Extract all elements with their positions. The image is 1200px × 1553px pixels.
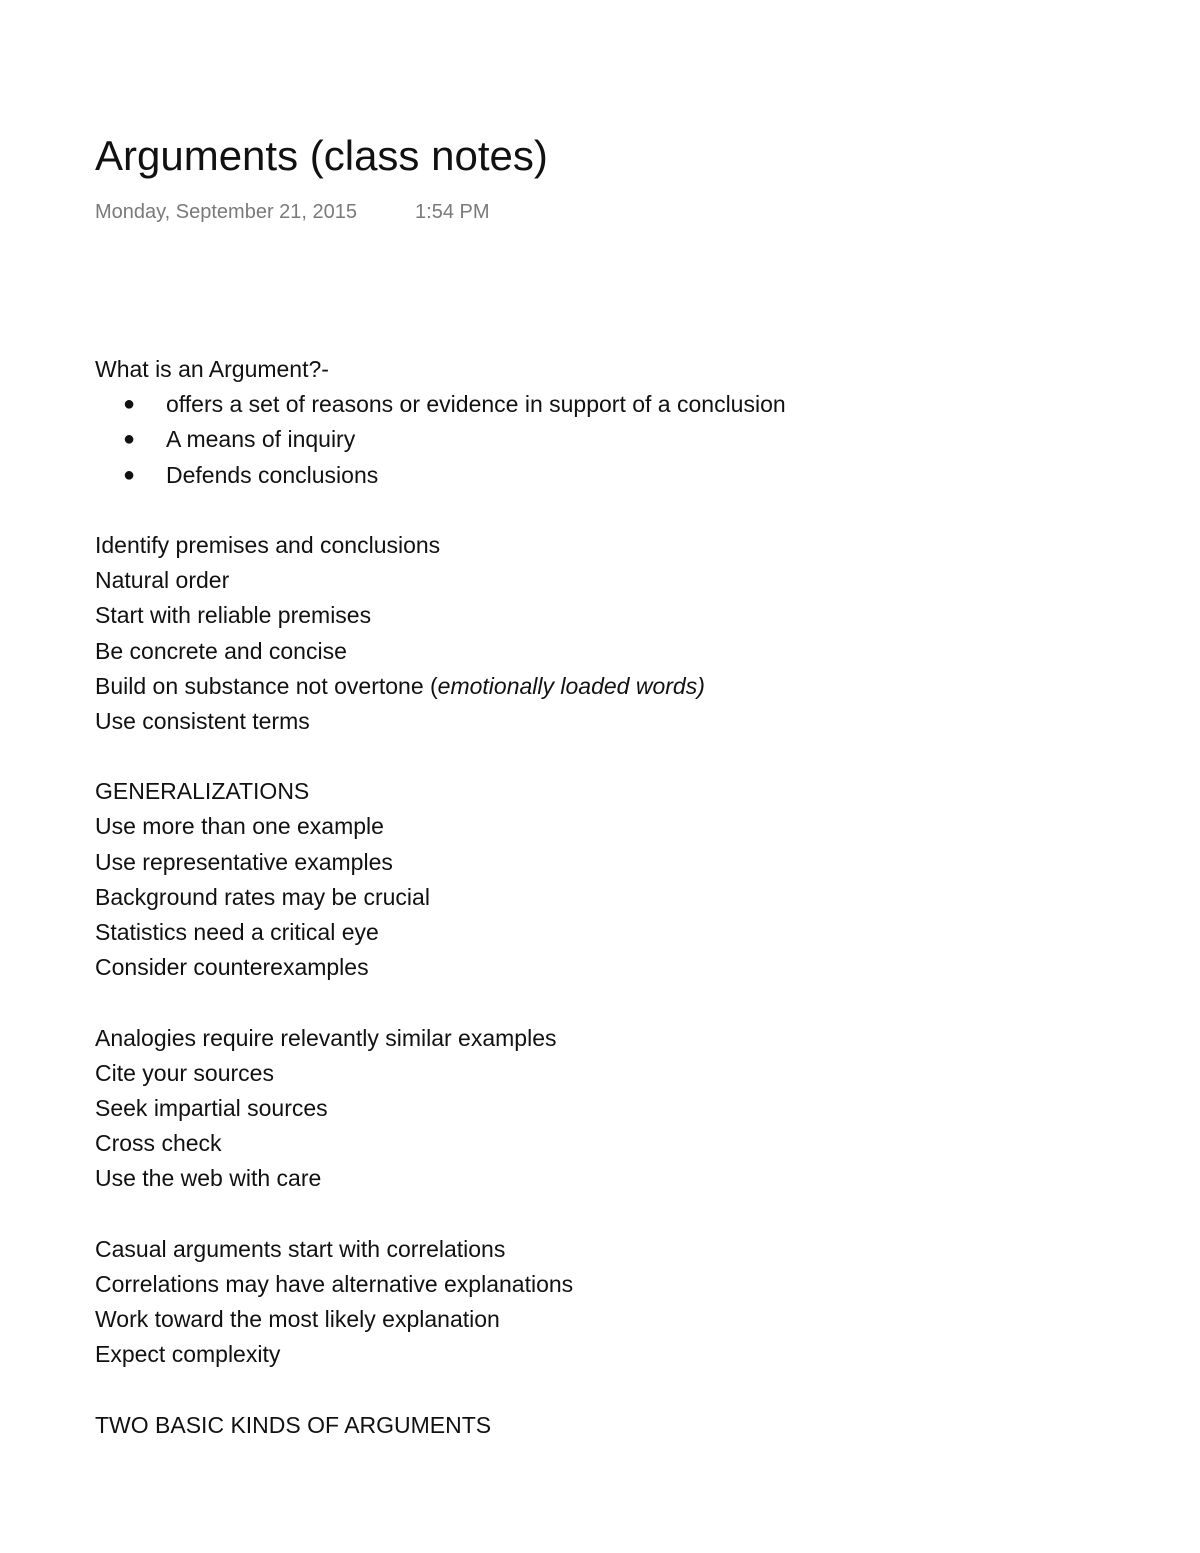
text-line: Cite your sources: [95, 1059, 274, 1086]
section-heading: GENERALIZATIONS: [95, 778, 310, 805]
bullet-icon: ●: [123, 393, 136, 416]
text-line: Use more than one example: [95, 813, 384, 840]
text-line: [95, 669, 786, 704]
note-time: 1:54 PM: [415, 201, 490, 223]
spacer: [95, 1197, 786, 1232]
text-line: Use consistent terms: [95, 707, 310, 734]
text-span: Build on substance not overtone (: [95, 672, 438, 699]
section-heading: What is an Argument?-: [95, 356, 329, 382]
text-line: Start with reliable premises: [95, 602, 372, 629]
bullet-text: Defends conclusions: [166, 461, 379, 488]
bullet-item: [95, 422, 786, 457]
text-line: Identify premises and conclusions: [95, 531, 441, 558]
note-timestamp: [95, 201, 490, 224]
note-body: [95, 352, 786, 1443]
text-line: Correlations may have alternative explanations: [95, 1270, 574, 1297]
italic-note: emotionally loaded words): [437, 672, 705, 699]
bullet-text: A means of inquiry: [166, 426, 356, 453]
text-line: Cross check: [95, 1130, 222, 1157]
text-line: Statistics need a critical eye: [95, 919, 379, 945]
text-line: Work toward the most likely explanation: [95, 1306, 500, 1333]
text-line: Casual arguments start with correlations: [95, 1235, 506, 1262]
spacer: [95, 985, 786, 1020]
bullet-item: [95, 387, 786, 422]
section-heading: TWO BASIC KINDS OF ARGUMENTS: [95, 1411, 492, 1438]
text-line: Use representative examples: [95, 848, 393, 875]
bullet-list: [95, 387, 786, 493]
page-title: Arguments (class notes): [95, 132, 548, 179]
text-line: Expect complexity: [95, 1341, 281, 1368]
text-line: Seek impartial sources: [95, 1094, 328, 1121]
spacer: [95, 1372, 786, 1407]
text-line: Be concrete and concise: [95, 637, 347, 664]
bullet-icon: ●: [123, 428, 136, 451]
text-line: Consider counterexamples: [95, 954, 369, 981]
bullet-text: offers a set of reasons or evidence in support of a conclusion: [166, 391, 786, 418]
text-line: Analogies require relevantly similar examples: [95, 1024, 557, 1051]
bullet-item: [95, 458, 786, 493]
spacer: [95, 493, 786, 528]
text-line: Use the web with care: [95, 1165, 322, 1192]
bullet-icon: ●: [123, 463, 136, 486]
text-line: Background rates may be crucial: [95, 883, 430, 910]
text-line: Natural order: [95, 567, 230, 594]
note-date: Monday, September 21, 2015: [95, 201, 358, 223]
spacer: [95, 739, 786, 774]
